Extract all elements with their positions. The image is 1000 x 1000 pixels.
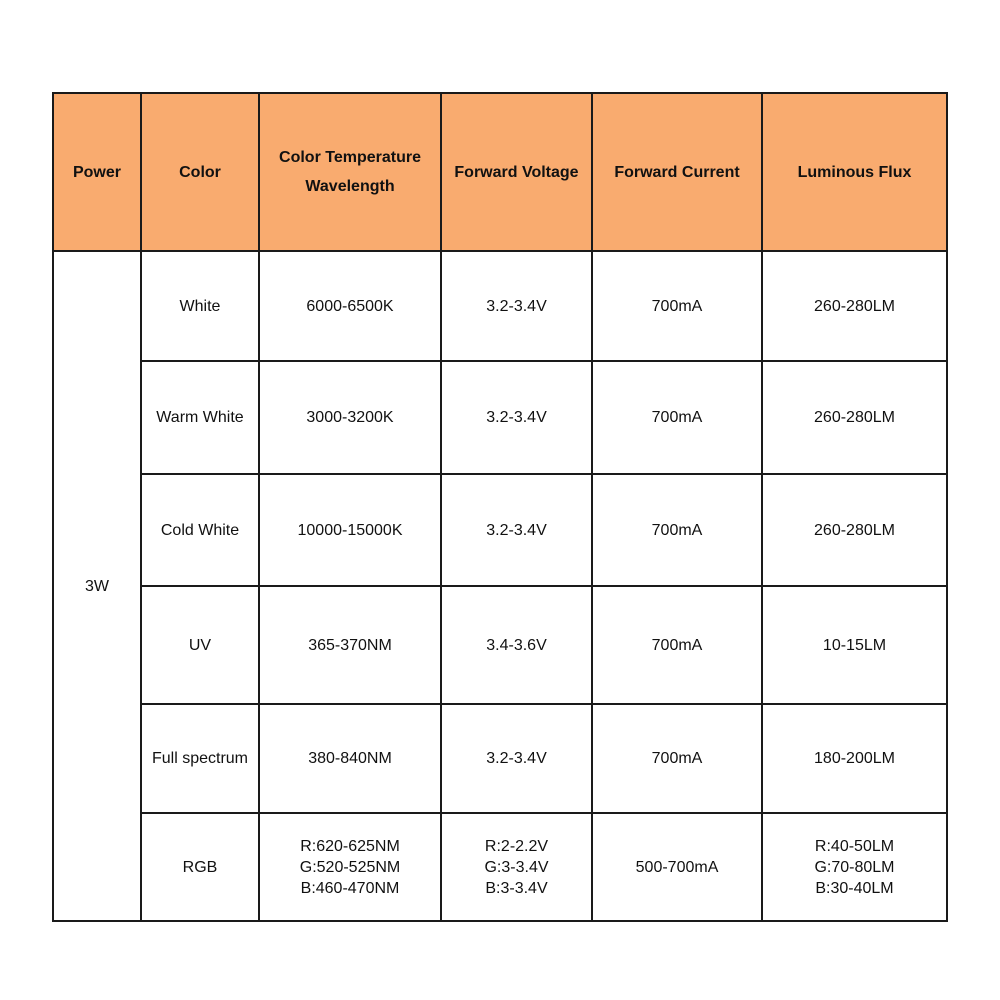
- voltage-green: G:3-3.4V: [484, 858, 549, 876]
- flux-cell: 10-15LM: [762, 586, 947, 704]
- flux-cell: 180-200LM: [762, 704, 947, 813]
- header-row: [53, 93, 947, 251]
- temperature-cell: [259, 813, 441, 921]
- flux-cell: 260-280LM: [762, 251, 947, 361]
- header-forward-current: Forward Current: [592, 93, 762, 251]
- header-color-temperature-wavelength: [259, 93, 441, 251]
- color-cell: Full spectrum: [141, 704, 259, 813]
- temperature-cell: 365-370NM: [259, 586, 441, 704]
- voltage-cell: 3.2-3.4V: [441, 704, 592, 813]
- table-row: [53, 474, 947, 586]
- current-cell: 700mA: [592, 586, 762, 704]
- voltage-cell: 3.2-3.4V: [441, 361, 592, 474]
- voltage-cell: 3.2-3.4V: [441, 474, 592, 586]
- voltage-cell: 3.4-3.6V: [441, 586, 592, 704]
- header-luminous-flux: Luminous Flux: [762, 93, 947, 251]
- temperature-green: G:520-525NM: [299, 858, 401, 876]
- voltage-red: R:2-2.2V: [484, 837, 549, 855]
- header-forward-voltage: Forward Voltage: [441, 93, 592, 251]
- temperature-cell: 10000-15000K: [259, 474, 441, 586]
- flux-cell: [762, 813, 947, 921]
- flux-cell: 260-280LM: [762, 361, 947, 474]
- flux-cell: 260-280LM: [762, 474, 947, 586]
- table-row: [53, 251, 947, 361]
- table-row: [53, 704, 947, 813]
- header-power: Power: [53, 93, 141, 251]
- voltage-cell: 3.2-3.4V: [441, 251, 592, 361]
- voltage-blue: B:3-3.4V: [485, 879, 548, 897]
- color-cell: RGB: [141, 813, 259, 921]
- current-cell: 700mA: [592, 474, 762, 586]
- current-cell: 700mA: [592, 361, 762, 474]
- header-wavelength: Wavelength: [305, 178, 395, 195]
- flux-red: R:40-50LM: [814, 837, 895, 855]
- power-cell: 3W: [53, 251, 141, 921]
- voltage-cell: [441, 813, 592, 921]
- color-cell: UV: [141, 586, 259, 704]
- color-cell: White: [141, 251, 259, 361]
- color-cell: Warm White: [141, 361, 259, 474]
- flux-green: G:70-80LM: [814, 858, 895, 876]
- temperature-blue: B:460-470NM: [300, 879, 400, 897]
- temperature-cell: 380-840NM: [259, 704, 441, 813]
- temperature-cell: 3000-3200K: [259, 361, 441, 474]
- table-row: [53, 586, 947, 704]
- table-row: [53, 361, 947, 474]
- header-color-temperature: Color Temperature: [279, 149, 421, 166]
- led-spec-table: [52, 92, 948, 922]
- table-row-rgb: [53, 813, 947, 921]
- header-color: Color: [141, 93, 259, 251]
- current-cell: 700mA: [592, 251, 762, 361]
- temperature-cell: 6000-6500K: [259, 251, 441, 361]
- current-cell: 500-700mA: [592, 813, 762, 921]
- current-cell: 700mA: [592, 704, 762, 813]
- flux-blue: B:30-40LM: [815, 879, 894, 897]
- color-cell: Cold White: [141, 474, 259, 586]
- temperature-red: R:620-625NM: [300, 837, 400, 855]
